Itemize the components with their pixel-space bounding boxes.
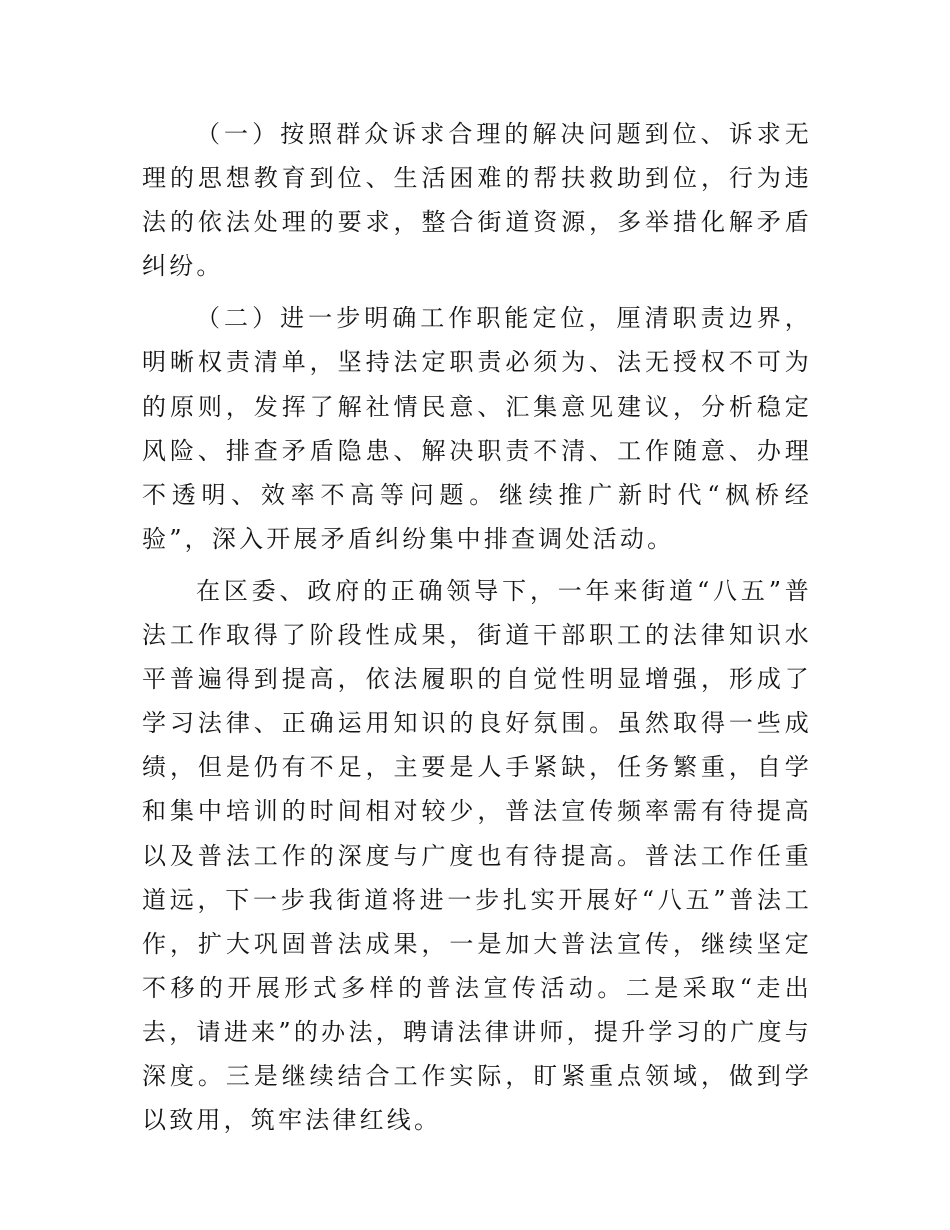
paragraph-dispute-resolution: （一）按照群众诉求合理的解决问题到位、诉求无理的思想教育到位、生活困难的帮扶救助到位，行为违法的依法处理的要求，整合街道资源，多举措化解矛盾纠纷。: [142, 120, 812, 281]
paragraph-legal-education-summary: 在区委、政府的正确领导下，一年来街道“八五”普法工作取得了阶段性成果，街道干部职工的法律知识水平普遍得到提高，依法履职的自觉性明显增强，形成了学习法律、正确运用知识的良好氛围。虽然取得一些成绩，但是仍有不足，主要是人手紧缺，任务繁重，自学和集中培训的时间相对较少，普法宣传频率需有待提高以及普法工作的深度与广度也有待提高。普法工作任重道远，下一步我街道将进一步扎实开展好“八五”普法工作，扩大巩固普法成果，一是加大普法宣传，继续坚定不移的开展形式多样的普法宣传活动。二是采取“走出去，请进来”的办法，聘请法律讲师，提升学习的广度与深度。三是继续结合工作实际，盯紧重点领域，做到学以致用，筑牢法律红线。: [142, 576, 812, 1135]
paragraph-responsibility-definition: （二）进一步明确工作职能定位，厘清职责边界，明晰权责清单，坚持法定职责必须为、法无授权不可为的原则，发挥了解社情民意、汇集意见建议，分析稳定风险、排查矛盾隐患、解决职责不清、工作随意、办理不透明、效率不高等问题。继续推广新时代“枫桥经验”，深入开展矛盾纠纷集中排查调处活动。: [142, 304, 812, 553]
document-body: [142, 112, 812, 1142]
